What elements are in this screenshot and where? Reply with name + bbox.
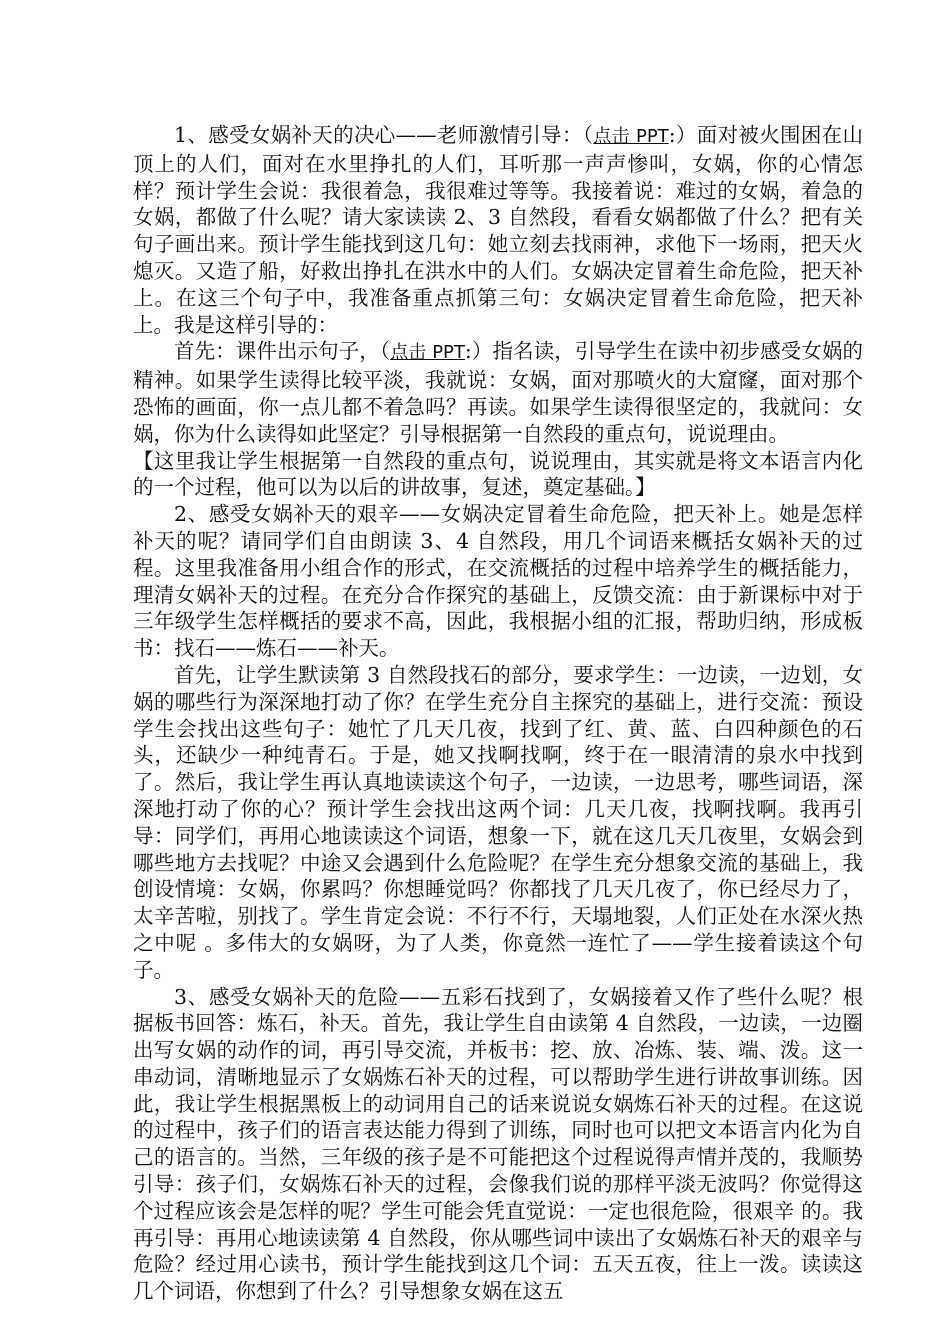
paragraph-hardship: 2、感受女娲补天的艰辛——女娲决定冒着生命危险，把天补上。她是怎样补天的呢？请同学们自由朗读 3、4 自然段，用几个词语来概括女娲补天的过程。这里我准备用小组合作的形式，在交流概括的过程中培养学生的概括能力，理清女娲补天的过程。在充分合作探究的基础上，反馈交流：由于新课标中对于三年级学生怎样概括的要求不高，因此，我根据小组的汇报，帮助归纳，形成板书：找石——炼石——补天。 <box>133 502 863 661</box>
document-page <box>133 122 863 1305</box>
paragraph-finding-stone: 首先，让学生默读第 3 自然段找石的部分，要求学生：一边读，一边划，女娲的哪些行为深深地打动了你？在学生充分自主探究的基础上，进行交流：预设学生会找出这些句子：她忙了几天几夜，找到了红、黄、蓝、白四种颜色的石头，还缺少一种纯青石。于是，她又找啊找啊，终于在一眼清清的泉水中找到了。然后，我让学生再认真地读读这个句子，一边读，一边思考，哪些词语，深深地打动了你的心？预计学生会找出这两个词：几天几夜，找啊找啊。我再引导：同学们，再用心地读读这个词语，想象一下，就在这几天几夜里，女娲会到哪些地方去找呢？中途又会遇到什么危险呢？在学生充分想象交流的基础上，我创设情境：女娲，你累吗？你想睡觉吗？你都找了几天几夜了，你已经尽力了，太辛苦啦，别找了。学生肯定会说：不行不行，天塌地裂，人们正处在水深火热之中呢 。多伟大的女娲呀，为了人类，你竟然一连忙了——学生接着读这个句子。 <box>133 662 863 982</box>
paragraph-first-step <box>133 338 863 447</box>
paragraph-text: 1、感受女娲补天的决心——老师激情引导：（ <box>174 123 594 147</box>
paragraph-text: 首先：课件出示句子，（ <box>174 339 391 364</box>
paragraph-note: 【这里我让学生根据第一自然段的重点句，说说理由，其实就是将文本语言内化的一个过程，他可以为以后的讲故事，复述，奠定基础。】 <box>133 448 863 500</box>
paragraph-text: :）面对被火围困在山顶上的人们，面对在水里挣扎的人们，耳听那一声声惨叫，女娲，你的心情怎样？预计学生会说：我很着急，我很难过等等。我接着说：难过的女娲，着急的女娲，都做了什么呢？请大家读读 2、3 自然段，看看女娲都做了什么？把有关句子画出来。预计学生能找到这几句：她立刻去找雨神，求他下一场雨，把天火熄灭。又造了船，好救出挣扎在洪水中的人们。女娲决定冒着生命危险，把天补上。在这三个句子中，我准备重点抓第三句：女娲决定冒着生命危险，把天补上。我是这样引导的： <box>133 123 864 337</box>
paragraph-text: :）指名读，引导学生在读中初步感受女娲的精神。如果学生读得比较平淡，我就说：女娲，面对那喷火的大窟窿，面对那个恐怖的画面，你一点儿都不着急吗？再读。如果学生读得很坚定的，我就问：女娲，你为什么读得如此坚定？引导根据第一自然段的重点句，说说理由。 <box>133 339 864 446</box>
paragraph-danger: 3、感受女娲补天的危险——五彩石找到了，女娲接着又作了些什么呢？根据板书回答：炼石，补天。首先，我让学生自由读第 4 自然段，一边读，一边圈出写女娲的动作的词，再引导交流，并板书：挖、放、冶炼、装、端、泼。这一串动词，清晰地显示了女娲炼石补天的过程，可以帮助学生进行讲故事训练。因此，我让学生根据黑板上的动词用自己的话来说说女娲炼石补天的过程。在这说的过程中，孩子们的语言表达能力得到了训练，同时也可以把文本语言内化为自己的语言的。当然，三年级的孩子是不可能把这个过程说得声情并茂的，我顺势引导：孩子们，女娲炼石补天的过程，会像我们说的那样平淡无波吗？你觉得这个过程应该会是怎样的呢？学生可能会凭直觉说：一定也很危险，很艰辛 的。我再引导：再用心地读读第 4 自然段，你从哪些词中读出了女娲炼石补天的艰辛与危险？经过用心读书，预计学生能找到这几个词：五天五夜，往上一泼。读读这几个词语，你想到了什么？引导想象女娲在这五 <box>133 984 863 1304</box>
click-ppt-link[interactable]: 点击 PPT <box>390 342 465 364</box>
click-ppt-link[interactable]: 点击 PPT <box>593 126 669 147</box>
paragraph-determination <box>133 122 863 338</box>
